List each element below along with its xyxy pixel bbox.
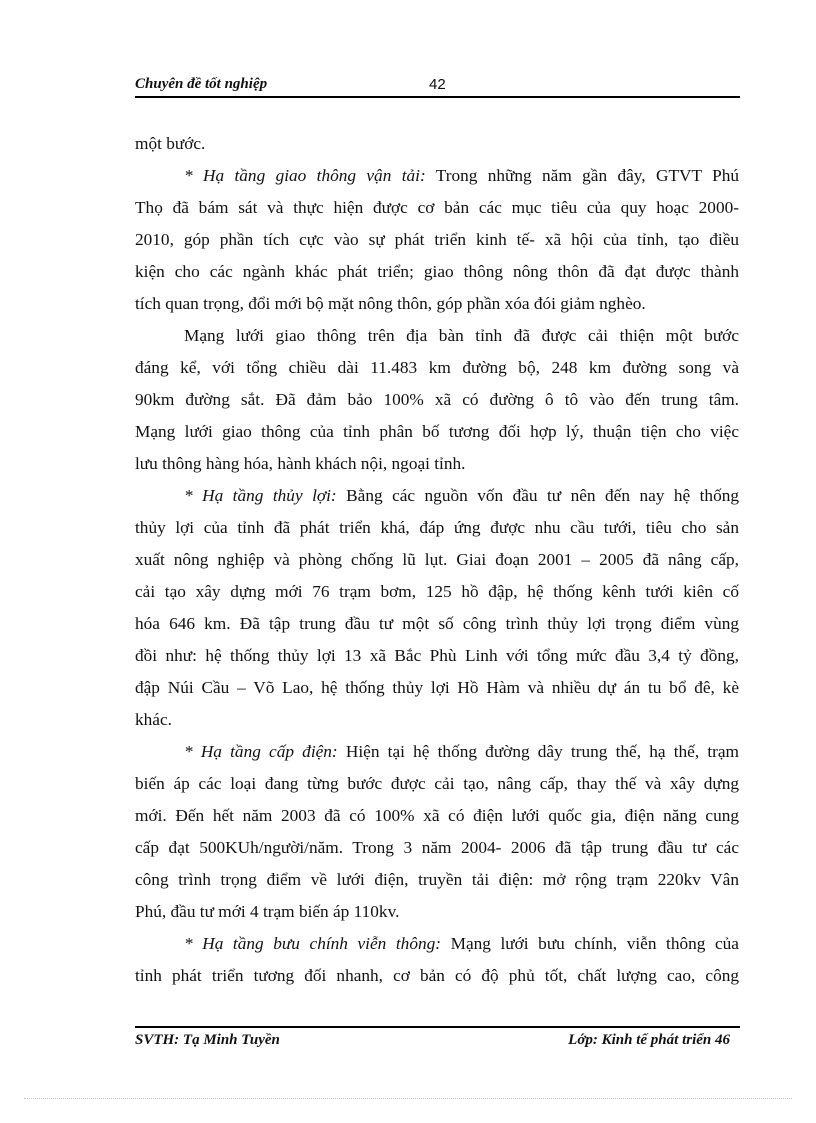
page-header <box>135 76 740 96</box>
text-line: xuất nông nghiệp và phòng chống lũ lụt. Giai đoạn 2001 – 2005 đã nâng cấp, <box>135 550 739 569</box>
text-span: Trong những năm gần đây, GTVT Phú <box>425 166 739 185</box>
body-text <box>135 128 739 992</box>
text-line: một bước. <box>135 134 206 153</box>
text-line: cấp đạt 500KUh/người/năm. Trong 3 năm 2004- 2006 đã tập trung đầu tư các <box>135 838 739 857</box>
text-line: đập Núi Cầu – Võ Lao, hệ thống thủy lợi Hồ Hàm và nhiều dự án tu bổ đê, kè <box>135 678 739 697</box>
text-line: hóa 646 km. Đã tập trung đầu tư một số công trình thủy lợi trọng điểm vùng <box>135 614 739 633</box>
text-line: tỉnh phát triển tương đối nhanh, cơ bản có độ phủ tốt, chất lượng cao, công <box>135 966 739 985</box>
text-line: thủy lợi của tỉnh đã phát triển khá, đáp ứng được nhu cầu tưới, tiêu cho sản <box>135 518 739 537</box>
text-span: Bằng các nguồn vốn đầu tư nên đến nay hệ thống <box>336 486 739 505</box>
text-line: kiện cho các ngành khác phát triển; giao thông nông thôn đã đạt được thành <box>135 262 739 281</box>
text-line: Mạng lưới giao thông trên địa bàn tỉnh đã được cải thiện một bước <box>184 326 739 345</box>
text-line: công trình trọng điểm về lưới điện, truyền tải điện: mở rộng trạm 220kv Vân <box>135 870 739 889</box>
header-rule <box>135 96 740 98</box>
class-name: Lớp: Kinh tế phát triển 46 <box>568 1032 730 1048</box>
text-line: Phú, đầu tư mới 4 trạm biến áp 110kv. <box>135 902 400 921</box>
text-span: Mạng lưới bưu chính, viễn thông của <box>441 934 739 953</box>
page-footer <box>135 1032 740 1052</box>
text-line: đáng kể, với tổng chiều dài 11.483 km đường bộ, 248 km đường song và <box>135 358 739 377</box>
paragraph-first-line <box>135 160 739 192</box>
text-line: Mạng lưới giao thông của tỉnh phân bố tương đối hợp lý, thuận tiện cho việc <box>135 422 739 441</box>
student-name: SVTH: Tạ Minh Tuyền <box>135 1032 280 1048</box>
paragraph-first-line <box>135 736 739 768</box>
text-line: cải tạo xây dựng mới 76 trạm bơm, 125 hồ đập, hệ thống kênh tưới kiên cố <box>135 582 739 601</box>
section-heading-power: * Hạ tầng cấp điện: <box>184 742 338 761</box>
text-span: Hiện tại hệ thống đường dây trung thế, hạ thế, trạm <box>337 742 739 761</box>
text-line: 90km đường sắt. Đã đảm bảo 100% xã có đường ô tô vào đến trung tâm. <box>135 390 739 409</box>
text-line: đồi như: hệ thống thủy lợi 13 xã Bắc Phù Linh với tổng mức đầu 3,4 tỷ đồng, <box>135 646 739 665</box>
section-heading-irrigation: * Hạ tầng thủy lợi: <box>184 486 337 505</box>
text-line: lưu thông hàng hóa, hành khách nội, ngoại tỉnh. <box>135 454 466 473</box>
text-line: Thọ đã bám sát và thực hiện được cơ bản các mục tiêu của quy hoạc 2000- <box>135 198 739 217</box>
section-heading-transport: * Hạ tầng giao thông vận tải: <box>184 166 426 185</box>
text-line: tích quan trọng, đổi mới bộ mặt nông thôn, góp phần xóa đói giảm nghèo. <box>135 294 646 313</box>
document-title: Chuyên đề tốt nghiệp <box>135 76 268 92</box>
footer-rule <box>135 1026 740 1028</box>
section-heading-telecom: * Hạ tầng bưu chính viễn thông: <box>184 934 441 953</box>
text-line: biến áp các loại đang từng bước được cải tạo, nâng cấp, thay thế và xây dựng <box>135 774 739 793</box>
page-edge-guide <box>24 1098 792 1099</box>
text-line: khác. <box>135 710 172 729</box>
paragraph-first-line <box>135 480 739 512</box>
text-line: mới. Đến hết năm 2003 đã có 100% xã có điện lưới quốc gia, điện năng cung <box>135 806 739 825</box>
paragraph-first-line <box>135 928 739 960</box>
page-number: 42 <box>429 76 446 93</box>
text-line: 2010, góp phần tích cực vào sự phát triển kinh tế- xã hội của tỉnh, tạo điều <box>135 230 739 249</box>
